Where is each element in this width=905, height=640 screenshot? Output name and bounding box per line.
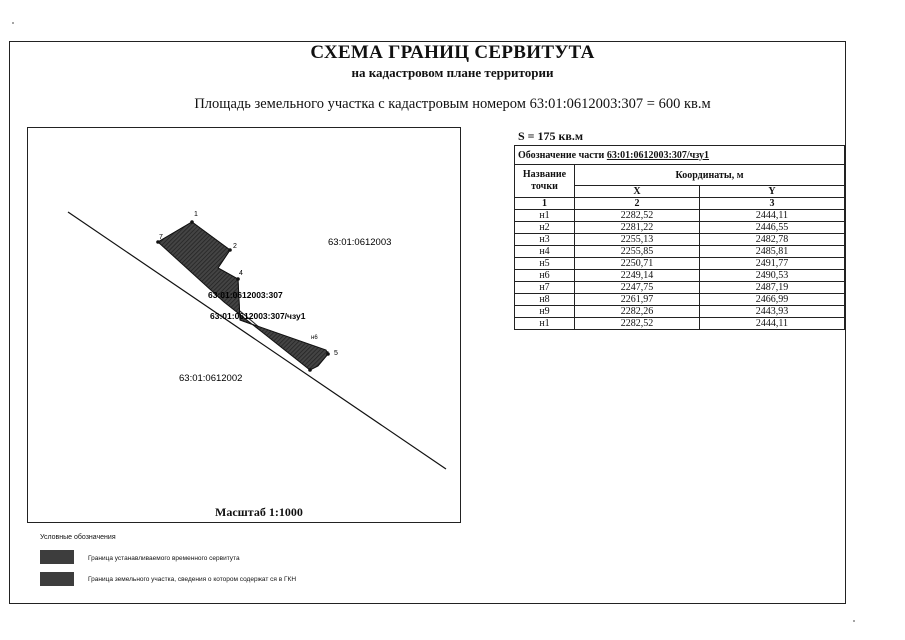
part-designation: Обозначение части 63:01:0612003:307/чзу1: [515, 146, 845, 165]
table-header-row: [515, 165, 845, 186]
cell-x: 2255,13: [575, 234, 700, 246]
cell-y: 2444,11: [700, 210, 845, 222]
table-row: [515, 246, 845, 258]
table-row: [515, 306, 845, 318]
table-row: [515, 270, 845, 282]
table-row: [515, 210, 845, 222]
cell-y: 2491,77: [700, 258, 845, 270]
table-part-row: [515, 146, 845, 165]
document-subtitle: на кадастровом плане территории: [351, 65, 554, 80]
cell-x: 2249,14: [575, 270, 700, 282]
cell-x: 2247,75: [575, 282, 700, 294]
column-header-coords: Координаты, м: [575, 165, 845, 186]
parcel-boundary-line: [68, 212, 446, 469]
legend-swatch-easement: [40, 550, 74, 564]
cell-y: 2485,81: [700, 246, 845, 258]
cell-point: н5: [515, 258, 575, 270]
vertex-label: 1: [194, 211, 198, 218]
column-header-x: X: [575, 186, 700, 198]
map-drawing: [28, 128, 462, 524]
part-number: 63:01:0612003:307/чзу1: [606, 149, 710, 161]
scan-speck: [12, 22, 14, 24]
cell-y: 2466,99: [700, 294, 845, 306]
vertex-label: 7: [159, 234, 163, 241]
easement-number-label: 63:01:0612003:307/чзу1: [210, 311, 306, 321]
cell-point: н9: [515, 306, 575, 318]
table-row: [515, 258, 845, 270]
column-number: 3: [700, 198, 845, 210]
table-row: [515, 222, 845, 234]
coordinates-body: [515, 210, 845, 330]
vertex-marker: [236, 277, 240, 281]
cell-point: н1: [515, 318, 575, 330]
cell-x: 2281,22: [575, 222, 700, 234]
cell-x: 2282,26: [575, 306, 700, 318]
legend-label-parcel: Граница земельного участка, сведения о котором содержат ся в ГКН: [88, 576, 297, 583]
cell-y: 2443,93: [700, 306, 845, 318]
legend-label-easement: Граница устанавливаемого временного сервитута: [88, 555, 240, 562]
vertex-marker: [326, 352, 330, 356]
legend-title: Условные обозначения: [40, 534, 116, 541]
cell-x: 2282,52: [575, 210, 700, 222]
cell-y: 2487,19: [700, 282, 845, 294]
vertex-label: 5: [334, 350, 338, 357]
cell-point: н6: [515, 270, 575, 282]
cell-x: 2255,85: [575, 246, 700, 258]
cell-point: н8: [515, 294, 575, 306]
cell-y: 2490,53: [700, 270, 845, 282]
vertex-label: н6: [311, 335, 318, 341]
vertex-marker: [190, 220, 194, 224]
column-header-point: Название точки: [515, 165, 575, 198]
table-row: [515, 318, 845, 330]
table-row: [515, 282, 845, 294]
cell-point: н7: [515, 282, 575, 294]
legend-swatch-parcel: [40, 572, 74, 586]
cell-x: 2250,71: [575, 258, 700, 270]
cell-point: н3: [515, 234, 575, 246]
cell-point: н2: [515, 222, 575, 234]
table-row: [515, 294, 845, 306]
cell-y: 2482,78: [700, 234, 845, 246]
vertex-marker: [308, 368, 312, 372]
table-row: [515, 234, 845, 246]
cadastral-map: [27, 127, 461, 523]
coordinates-table: [514, 145, 845, 330]
document-title: СХЕМА ГРАНИЦ СЕРВИТУТА: [310, 42, 595, 63]
scan-speck: [853, 620, 855, 622]
table-number-row: [515, 198, 845, 210]
vertex-marker: [228, 248, 232, 252]
quarter-label: 63:01:0612003: [328, 237, 392, 248]
column-header-y: Y: [700, 186, 845, 198]
cell-point: н4: [515, 246, 575, 258]
cell-y: 2446,55: [700, 222, 845, 234]
easement-area-value: S = 175 кв.м: [518, 129, 584, 143]
cell-point: н1: [515, 210, 575, 222]
map-scale: Масштаб 1:1000: [215, 505, 303, 519]
cell-y: 2444,11: [700, 318, 845, 330]
vertex-label: 4: [239, 270, 243, 277]
cell-x: 2282,52: [575, 318, 700, 330]
neighbor-quarter-label: 63:01:0612002: [179, 373, 243, 384]
column-number: 2: [575, 198, 700, 210]
parcel-area-line: Площадь земельного участка с кадастровым номером 63:01:0612003:307 = 600 кв.м: [194, 96, 711, 112]
parcel-number-label: 63:01:0612003:307: [208, 290, 283, 300]
cell-x: 2261,97: [575, 294, 700, 306]
column-number: 1: [515, 198, 575, 210]
vertex-label: 2: [233, 243, 237, 250]
